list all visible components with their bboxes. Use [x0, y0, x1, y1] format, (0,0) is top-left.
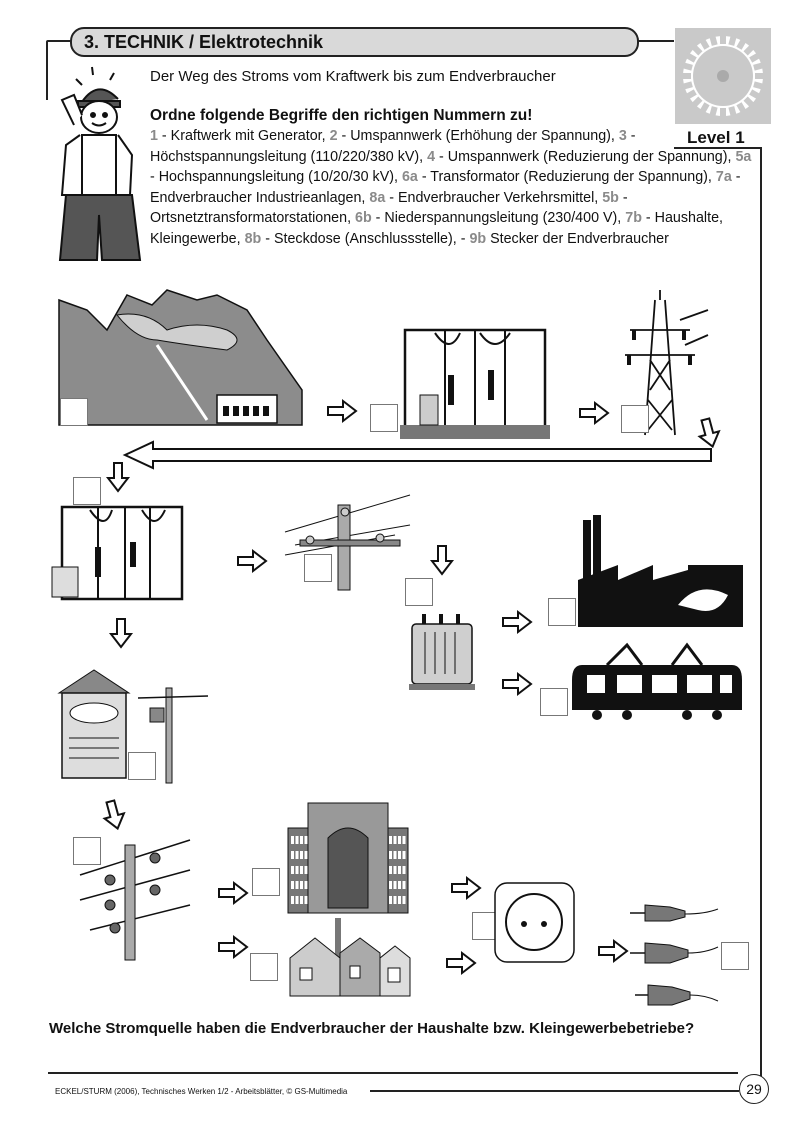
term-text: - Ortsnetztransformatorstationen,: [150, 189, 628, 226]
term-number: 5b: [602, 189, 619, 206]
answer-box-5a[interactable]: [304, 554, 332, 582]
arrow-icon: [579, 402, 609, 424]
arrow-icon: [598, 940, 628, 962]
page-title: 3. TECHNIK / Elektrotechnik: [84, 32, 324, 52]
term-text: - Niederspannungsleitung (230/400 V),: [371, 210, 626, 226]
answer-box-9b[interactable]: [721, 942, 749, 970]
frame-top-left: [48, 40, 72, 42]
arrow-icon: [327, 400, 357, 422]
transformer-illustration: [407, 612, 477, 692]
answer-box-7b-2[interactable]: [250, 953, 278, 981]
answer-box-8a[interactable]: [540, 688, 568, 716]
answer-box-4[interactable]: [73, 477, 101, 505]
frame-bottom: [48, 1072, 738, 1074]
answer-box-3[interactable]: [621, 405, 649, 433]
arrow-icon: [237, 550, 267, 572]
term-text: - Umspannwerk (Erhöhung der Spannung),: [337, 128, 619, 144]
answer-box-2[interactable]: [370, 404, 398, 432]
substation-illustration: [50, 502, 185, 602]
transformer-station-illustration: [54, 668, 134, 783]
arrow-icon: [218, 882, 248, 904]
term-text: - Haushalte, Kleingewerbe,: [150, 210, 723, 247]
substation-illustration: [400, 325, 550, 440]
term-number: 6a: [401, 169, 418, 185]
answer-box-7b[interactable]: [252, 868, 280, 896]
factory-illustration: [578, 515, 743, 627]
term-text: Stecker der Endverbraucher: [486, 230, 669, 247]
term-text: - Kraftwerk mit Generator,: [157, 128, 330, 144]
worker-illustration: [52, 65, 147, 265]
question-text: Welche Stromquelle haben die Endverbraucher der Haushalte bzw. Kleingewerbebetriebe?: [49, 1020, 695, 1037]
arrow-icon: [446, 952, 476, 974]
arrow-icon: [502, 611, 532, 633]
power-plant-illustration: [57, 290, 307, 425]
arrow-icon: [110, 618, 132, 648]
answer-box-6a[interactable]: [405, 578, 433, 606]
term-text: - Endverbraucher Verkehrsmittel,: [385, 189, 603, 206]
term-number: 5a: [735, 148, 752, 165]
answer-box-7a[interactable]: [548, 598, 576, 626]
term-text: - Hochspannungsleitung (10/20/30 kV),: [150, 169, 402, 185]
footer-line: [370, 1090, 739, 1092]
term-number: 2: [329, 128, 338, 144]
frame-right: [760, 148, 762, 1078]
title-banner: [70, 27, 639, 57]
task-heading: Ordne folgende Begriffe den richtigen Nummern zu!: [150, 107, 533, 124]
tram-illustration: [572, 635, 742, 720]
term-text: - Steckdose (Anschlussstelle), -: [261, 230, 470, 247]
gear-icon: [675, 28, 771, 124]
level-label: Level 1: [687, 128, 745, 147]
return-arrow-icon: [123, 440, 713, 470]
arrow-icon: [431, 545, 453, 575]
arrow-icon: [218, 936, 248, 958]
frame-top-right: [636, 40, 674, 42]
answer-box-1[interactable]: [60, 398, 88, 426]
answer-box-5b[interactable]: [128, 752, 156, 780]
arrow-icon: [502, 673, 532, 695]
houses-illustration: [280, 918, 415, 998]
term-number: 8a: [369, 189, 386, 206]
city-building-illustration: [283, 798, 413, 913]
arrow-icon: [451, 877, 481, 899]
term-text: - Umspannwerk (Reduzierung der Spannung),: [435, 148, 736, 165]
utility-pole-illustration: [80, 830, 195, 960]
term-number: 7b: [625, 210, 642, 226]
term-number: 9b: [469, 230, 487, 247]
term-number: 1: [150, 128, 158, 144]
term-text: - Höchstspannungsleitung (110/220/380 kV),: [150, 128, 636, 165]
term-number: 6b: [355, 210, 372, 226]
term-number: 4: [427, 148, 436, 165]
page-number: 29: [739, 1074, 769, 1104]
frame-left: [46, 40, 48, 100]
term-number: 7a: [715, 169, 732, 185]
term-text: - Transformator (Reduzierung der Spannung),: [417, 169, 716, 185]
arrow-icon: [107, 462, 129, 492]
plug-illustration: [630, 895, 720, 1015]
arrow-icon: [103, 800, 125, 830]
socket-illustration: [492, 880, 577, 965]
task-body: [150, 126, 755, 249]
intro-text: Der Weg des Stroms vom Kraftwerk bis zum Endverbraucher: [150, 68, 556, 85]
footer-credit: ECKEL/STURM (2006), Technisches Werken 1/2 - Arbeitsblätter, © GS-Multimedia: [55, 1087, 348, 1096]
term-text: - Endverbraucher Industrieanlagen,: [150, 169, 741, 206]
term-number: 8b: [244, 230, 262, 247]
term-number: 3: [618, 128, 627, 144]
